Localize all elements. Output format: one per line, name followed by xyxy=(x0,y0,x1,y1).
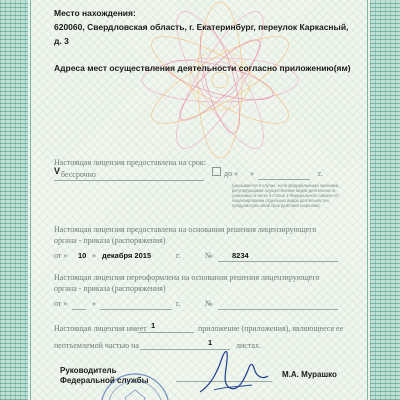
decision-line-1: Настоящая лицензия предоставлена на основании решения лицензирующего xyxy=(54,225,317,234)
appendix-count: 1 xyxy=(151,321,156,330)
decision-number: 8234 xyxy=(232,251,249,260)
right-ornamental-border xyxy=(370,0,400,400)
reissue-line-1: Настоящая лицензия переоформлена на основании решения лицензирующего xyxy=(54,273,320,282)
signer-role-line-2: Федеральной службы xyxy=(60,376,149,385)
appendix-sheets: 1 xyxy=(208,338,213,347)
handwritten-signature xyxy=(192,340,272,400)
term-checkbox xyxy=(212,167,221,176)
activity-places: Адреса мест осуществления деятельности согласно приложению(ям) xyxy=(54,63,351,73)
appendix-count-rule xyxy=(138,332,194,333)
address-line-2: д. 3 xyxy=(54,36,69,46)
term-until-mid: » xyxy=(250,169,254,178)
term-until-suffix: г. xyxy=(318,169,323,178)
term-rule xyxy=(54,180,204,181)
reissue-close-quote: » xyxy=(92,299,96,308)
appendix-part-prefix: неотъемлемой частью на xyxy=(54,341,139,350)
term-checkmark: V xyxy=(54,166,61,176)
reissue-number-rule xyxy=(218,309,338,310)
term-note: (указывается в случае, если федеральными законами, регулирующими осуществление видов деятельности, указанных в части 4 статьи 1 Федерального закона «О лицензировании отдельных видов деятельности», предусмотрен иной срок действия лицензии) xyxy=(232,183,340,208)
decision-number-rule xyxy=(218,261,338,262)
signer-name: М.А. Мурашко xyxy=(282,370,337,379)
appendix-suffix: приложение (приложения), являющееся ее xyxy=(198,324,344,333)
reissue-date-rule xyxy=(100,309,172,310)
official-stamp xyxy=(80,368,190,400)
term-until-rule xyxy=(258,179,310,180)
decision-number-sign: № xyxy=(205,251,213,260)
address-heading: Место нахождения: xyxy=(54,8,136,18)
decision-line-2: органа - приказа (распоряжения) xyxy=(54,236,166,245)
decision-year-suffix: г. xyxy=(176,251,181,260)
appendix-prefix: Настоящая лицензия имеет xyxy=(54,324,147,333)
term-label: Настоящая лицензия предоставлена на срок: xyxy=(54,158,206,167)
reissue-from: от « xyxy=(54,299,68,308)
left-ornamental-border xyxy=(0,0,28,400)
decision-day: 10 xyxy=(78,251,87,260)
decision-month-year: декабря 2015 xyxy=(102,251,152,260)
reissue-number-sign: № xyxy=(205,299,213,308)
reissue-line-2: органа - приказа (распоряжения) xyxy=(54,284,166,293)
term-value: бессрочно xyxy=(61,170,96,179)
decision-close-quote: » xyxy=(92,251,96,260)
signer-role-line-1: Руководитель xyxy=(60,366,117,375)
address-line-1: 620060, Свердловская область, г. Екатеринбург, переулок Каркасный, xyxy=(54,22,349,32)
decision-from: от « xyxy=(54,251,68,260)
term-until-prefix: до « xyxy=(224,169,239,178)
reissue-day-rule xyxy=(72,309,86,310)
reissue-year-suffix: г. xyxy=(176,299,181,308)
appendix-part-suffix: листах. xyxy=(236,341,261,350)
